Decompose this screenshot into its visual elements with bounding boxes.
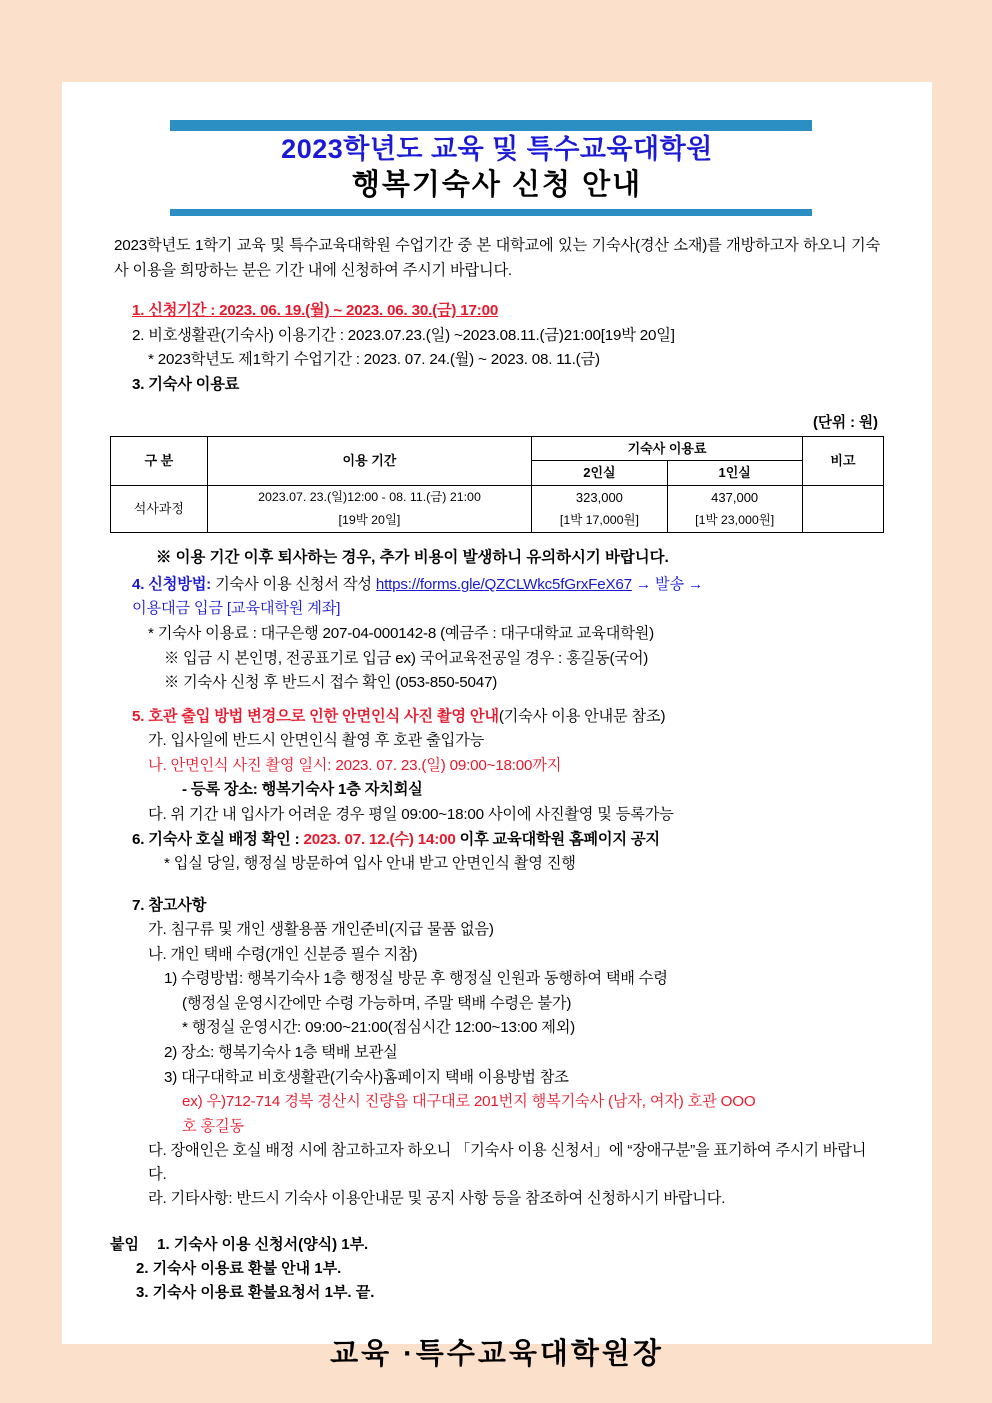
table-header-period: 이용 기간 [207, 436, 532, 485]
header-rule-bottom [170, 209, 812, 216]
table-row-continuation [111, 509, 884, 532]
item-4-label: 4. 신청방법: [132, 575, 212, 593]
item-6-note: * 입실 당일, 행정실 방문하여 입사 안내 받고 안면인식 촬영 진행 [164, 855, 576, 873]
item-2-note: * 2023학년도 제1학기 수업기간 : 2023. 07. 24.(월) ~ 2023. 08. 11.(금) [148, 351, 600, 369]
table-header-single-room: 1인실 [667, 461, 802, 486]
item-5-registration-place: - 등록 장소: 행복기숙사 1층 자치회실 [182, 781, 423, 799]
item-7-b-3: 3) 대구대학교 비호생활관(기숙사)홈페이지 택배 이용방법 참조 [164, 1068, 569, 1086]
item-5-sub-a: 가. 입사일에 반드시 안면인식 촬영 후 호관 출입가능 [148, 732, 485, 750]
item-4-arrow-1: → [635, 575, 651, 593]
item-6-date: 2023. 07. 12.(수) 14:00 [303, 830, 456, 848]
item-7-b-3-example-line1: ex) 우)712-714 경북 경산시 진량읍 대구대로 201번지 행복기숙사 (남자, 여자) 호관 OOO [182, 1093, 756, 1111]
item-7-sub-c: 다. 장애인은 호실 배정 시에 참고하고자 하오니 「기숙사 이용 신청서」에 “장애구분”을 표기하여 주시기 바랍니다. [148, 1142, 867, 1183]
cell-double-fee-per-night: [1박 17,000원] [532, 509, 667, 532]
item-4-confirm-note: ※ 기숙사 신청 후 반드시 접수 확인 (053-850-5047) [164, 674, 498, 692]
cell-period-line2: [19박 20일] [207, 509, 532, 532]
item-6-prefix: 6. 기숙사 호실 배정 확인 : [132, 830, 304, 848]
item-7-heading: 7. 참고사항 [132, 896, 207, 914]
item-7-b-3-example-line2: 호 홍길동 [182, 1117, 244, 1135]
item-1-application-period: 1. 신청기간 : 2023. 06. 19.(월) ~ 2023. 06. 30.(금) 17:00 [132, 302, 499, 320]
item-7-b-1-note: * 행정실 운영시간: 09:00~21:00(점심시간 12:00~13:00 제외) [182, 1019, 576, 1037]
table-row [111, 485, 884, 509]
numbered-list-top [110, 299, 884, 396]
item-7-b-1: 1) 수령방법: 행복기숙사 1층 행정실 방문 후 행정실 인원과 동행하여 택배 수령 [164, 970, 668, 988]
table-header-division: 구 분 [111, 436, 208, 485]
document-body [62, 82, 932, 1372]
item-4-arrow-2: → [687, 575, 703, 593]
intro-paragraph: 2023학년도 1학기 교육 및 특수교육대학원 수업기간 중 본 대학교에 있는 기숙사(경산 소재)를 개방하고자 하오니 기숙사 이용을 희망하는 분은 기간 내에 신청하여 주시기 바랍니다. [114, 237, 880, 279]
item-4-text: 기숙사 이용 신청서 작성 [215, 575, 372, 593]
item-7-b-1-cont: (행정실 운영시간에만 수령 가능하며, 주말 택배 수령은 불가) [182, 994, 572, 1012]
attachment-row-1 [110, 1233, 884, 1257]
item-7-sub-d: 라. 기타사항: 반드시 기숙사 이용안내문 및 공지 사항 등을 참조하여 신청하시기 바랍니다. [148, 1190, 726, 1208]
item-4-send: 발송 [654, 575, 684, 593]
item-5-heading: 5. 호관 출입 방법 변경으로 인한 안면인식 사진 촬영 안내 [132, 707, 499, 725]
item-5-sub-c: 다. 위 기간 내 입사가 어려운 경우 평일 09:00~18:00 사이에 사진촬영 및 등록가능 [148, 805, 674, 823]
item-7-sub-b: 나. 개인 택배 수령(개인 신분증 필수 지참) [148, 945, 418, 963]
document-title-block [110, 131, 884, 205]
attachment-item-1: 1. 기숙사 이용 신청서(양식) 1부. [157, 1235, 369, 1253]
table-header-fee-group: 기숙사 이용료 [532, 436, 803, 461]
item-5-heading-suffix: (기숙사 이용 안내문 참조) [498, 707, 666, 725]
item-4-deposit-note: ※ 입금 시 본인명, 전공표기로 입금 ex) 국어교육전공일 경우 : 홍길동(국어) [164, 649, 649, 667]
cell-remark [802, 485, 883, 532]
table-header-double-room: 2인실 [532, 461, 667, 486]
attachment-item-3: 3. 기숙사 이용료 환불요청서 1부. 끝. [136, 1283, 375, 1301]
item-2-usage-period: 2. 비호생활관(기숙사) 이용기간 : 2023.07.23.(일) ~2023.08.11.(금)21:00[19박 20일] [132, 326, 675, 344]
document-title-line2: 행복기숙사 신청 안내 [351, 168, 643, 201]
header-rule-top [170, 120, 812, 131]
cell-single-fee-per-night: [1박 23,000원] [667, 509, 802, 532]
fee-table-caution: ※ 이용 기간 이후 퇴사하는 경우, 추가 비용이 발생하니 유의하시기 바랍니다. [156, 548, 669, 566]
fee-table [110, 436, 884, 533]
numbered-list-bottom [110, 573, 884, 1211]
item-4-payment-line: 이용대금 입금 [교육대학원 계좌] [132, 600, 341, 618]
cell-period-line1: 2023.07. 23.(일)12:00 - 08. 11.(금) 21:00 [207, 485, 532, 509]
cell-division-master: 석사과정 [111, 485, 208, 532]
cell-double-fee: 323,000 [532, 485, 667, 509]
cell-single-fee: 437,000 [667, 485, 802, 509]
table-header-remark: 비고 [802, 436, 883, 485]
attachment-list [110, 1233, 884, 1305]
document-page [62, 82, 932, 1370]
fee-table-unit-label: (단위 : 원) [813, 414, 878, 431]
item-5-sub-b: 나. 안면인식 사진 촬영 일시: 2023. 07. 23.(일) 09:00~18:00까지 [148, 756, 562, 774]
application-form-link[interactable]: https://forms.gle/QZCLWkc5fGrxFeX67 [375, 575, 632, 593]
attachment-label: 붙임 [110, 1235, 139, 1253]
item-3-fee-heading: 3. 기숙사 이용료 [132, 375, 240, 393]
item-4-account-info: * 기숙사 이용료 : 대구은행 207-04-000142-8 (예금주 : 대구대학교 교육대학원) [148, 625, 655, 642]
item-6-suffix: 이후 교육대학원 홈페이지 공지 [455, 830, 660, 848]
table-header-row-1 [111, 436, 884, 461]
item-7-sub-a: 가. 침구류 및 개인 생활용품 개인준비(지급 물품 없음) [148, 921, 494, 939]
attachment-item-2: 2. 기숙사 이용료 환불 안내 1부. [136, 1259, 342, 1277]
signature-line: 교육 ·특수교육대학원장 [330, 1337, 664, 1370]
document-title-line1: 2023학년도 교육 및 특수교육대학원 [281, 134, 713, 164]
item-7-b-2: 2) 장소: 행복기숙사 1층 택배 보관실 [164, 1044, 398, 1061]
